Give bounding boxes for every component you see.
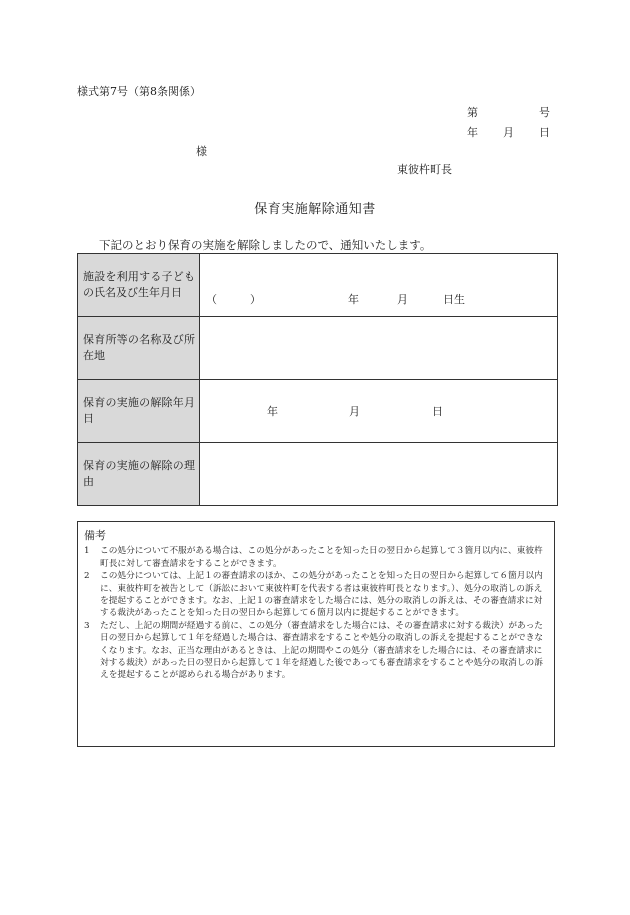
value-release-reason[interactable]: [200, 443, 558, 506]
label-release-date: 保育の実施の解除年月日: [78, 380, 200, 443]
label-facility-name-address: 保育所等の名称及び所在地: [78, 317, 200, 380]
birthdate-month: 月: [397, 293, 408, 306]
table-row: [78, 254, 558, 317]
date-month: 月: [503, 126, 514, 139]
value-facility-name-address[interactable]: [200, 317, 558, 380]
table-row: [78, 317, 558, 380]
release-day: 日: [432, 405, 443, 418]
note-text: この処分について不服がある場合は、この処分があったことを知った日の翌日から起算して３箇月以内に、東彼杵町長に対して審査請求をすることができます。: [100, 546, 543, 569]
release-year: 年: [267, 405, 278, 418]
note-item: [84, 570, 548, 620]
table-row: [78, 380, 558, 443]
note-item: [84, 620, 548, 682]
birthdate-year: 年: [348, 293, 359, 306]
value-child-name-birthdate[interactable]: [200, 254, 558, 317]
issuer: 東彼杵町長: [397, 163, 452, 176]
number-dai: 第: [467, 106, 478, 119]
value-release-date[interactable]: [200, 380, 558, 443]
date-year: 年: [467, 126, 478, 139]
note-item: [84, 545, 548, 570]
birthdate-day: 日生: [443, 293, 465, 306]
date-day: 日: [539, 126, 550, 139]
addressee-suffix: 様: [196, 145, 207, 158]
number-go: 号: [539, 106, 550, 119]
document-title: 保育実施解除通知書: [254, 202, 376, 217]
birthdate-paren: （ ）: [206, 293, 261, 306]
intro-text: 下記のとおり保育の実施を解除しましたので、通知いたします。: [99, 238, 432, 252]
notes-box: [77, 521, 555, 747]
label-child-name-birthdate: 施設を利用する子どもの氏名及び生年月日: [78, 254, 200, 317]
label-release-reason: 保育の実施の解除の理由: [78, 443, 200, 506]
note-number: 1: [84, 546, 90, 557]
note-number: 2: [84, 571, 90, 582]
form-number: 様式第7号（第8条関係）: [77, 85, 201, 98]
main-table: [77, 253, 558, 506]
table-row: [78, 443, 558, 506]
note-text: ただし、上記の期間が経過する前に、この処分（審査請求をした場合には、その審査請求に対する裁決）があった日の翌日から起算して１年を経過した場合は、審査請求をすることや処分の取消しの訴えを提起することができなくなります。なお、正当な理由があるときは、上記の期間やこの処分（審査請求をした場合には、その審査請求に対する裁決）があった日の翌日から起算して１年を経過した後であっても審査請求をすることや処分の取消しの訴えを提起することが認められる場合があります。: [100, 620, 544, 681]
release-month: 月: [349, 405, 360, 418]
notes-title: 備考: [84, 529, 106, 542]
note-text: この処分については、上記１の審査請求のほか、この処分があったことを知った日の翌日から起算して６箇月以内に、東彼杵町を被告として（訴訟において東彼杵町を代表する者は東彼杵町長となります。）、処分の取消しの訴えを提起することができます。なお、上記１の審査請求をした場合には、処分の取消しの訴えは、その審査請求に対する裁決があったことを知った日の翌日から起算して６箇月以内に提起することができます。: [100, 571, 543, 619]
note-number: 3: [84, 620, 90, 631]
